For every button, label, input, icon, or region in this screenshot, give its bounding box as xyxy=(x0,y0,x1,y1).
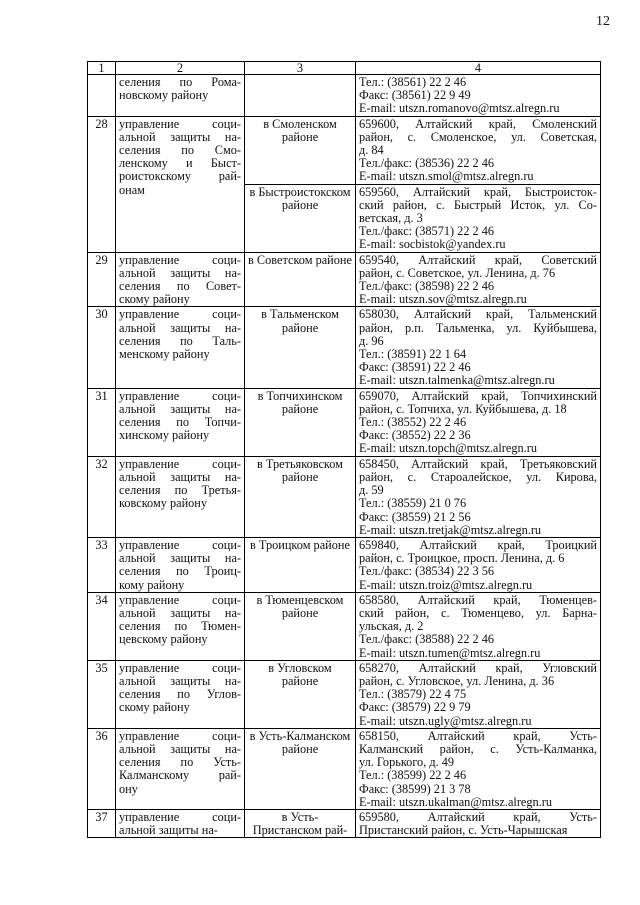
text-line: Факс: (38591) 22 2 46 xyxy=(359,361,471,375)
text-line: управление соци- xyxy=(119,537,241,552)
text-line: управление соци- xyxy=(119,592,241,607)
text-line: районе xyxy=(281,198,319,212)
text-line: альной защиты на- xyxy=(119,673,241,688)
text-line: район, с. Угловское, ул. Ленина, д. 36 xyxy=(359,674,555,688)
text-line: районе xyxy=(281,742,319,756)
text-line: E-mail: utszn.tretjak@mtsz.alregn.ru xyxy=(359,523,542,537)
row-number: 29 xyxy=(88,252,116,307)
text-line: Тел.: (38579) 22 4 75 xyxy=(359,688,467,702)
text-line: д. 84 xyxy=(359,144,384,158)
text-line: селения по Рома- xyxy=(119,75,241,89)
district-name xyxy=(245,116,356,184)
text-line: Тел./факс: (38534) 22 3 56 xyxy=(359,565,495,579)
text-line: селения по Тюмен- xyxy=(119,619,241,634)
text-line: Факс: (38599) 21 3 78 xyxy=(359,782,471,796)
text-line: д. 59 xyxy=(359,484,384,498)
text-line: район, с. Смоленское, ул. Советская, xyxy=(359,129,597,144)
text-line: 659580, Алтайский край, Усть- xyxy=(359,809,597,824)
text-line: управление соци- xyxy=(119,660,241,675)
organization-name xyxy=(116,252,245,307)
text-line: селения по Совет- xyxy=(119,279,241,294)
text-line: ульская, д. 2 xyxy=(359,620,424,634)
contact-address xyxy=(356,307,601,388)
text-line: Калманскому рай- xyxy=(119,768,241,783)
district-name xyxy=(245,184,356,252)
text-line: хинскому району xyxy=(119,429,210,443)
text-line: управление соци- xyxy=(119,388,241,403)
organization-name xyxy=(116,456,245,537)
table-header-row xyxy=(88,62,601,75)
row-number: 33 xyxy=(88,537,116,592)
text-line: ленскому и Быст- xyxy=(119,156,241,171)
text-line: 659840, Алтайский край, Троицкий xyxy=(359,537,597,552)
header-col-3: 3 xyxy=(245,62,356,75)
text-line: альной защиты на- xyxy=(119,741,241,756)
row-number: 37 xyxy=(88,809,116,837)
table-row xyxy=(88,116,601,184)
text-line: ский район, с. Быстрый Исток, ул. Со- xyxy=(359,197,597,212)
table-row xyxy=(88,537,601,592)
row-number: 28 xyxy=(88,116,116,252)
row-number xyxy=(88,75,116,117)
contact-address xyxy=(356,728,601,809)
text-line: скому району xyxy=(119,701,190,715)
table-row xyxy=(88,252,601,307)
text-line: в Угловском xyxy=(268,661,332,675)
district-name xyxy=(245,660,356,728)
district-name xyxy=(245,388,356,456)
table-row xyxy=(88,809,601,837)
row-number: 32 xyxy=(88,456,116,537)
text-line: Факс: (38552) 22 2 36 xyxy=(359,429,471,443)
text-line: альной защиты на- xyxy=(119,265,241,280)
text-line: в Тюменцевском xyxy=(256,593,344,607)
header-col-4: 4 xyxy=(356,62,601,75)
text-line: альной защиты на- xyxy=(119,129,241,144)
text-line: районе xyxy=(281,321,319,335)
text-line: район, с. Троицкое, просп. Ленина, д. 6 xyxy=(359,552,565,566)
district-name xyxy=(245,307,356,388)
header-col-2: 2 xyxy=(116,62,245,75)
text-line: Пристанский район, с. Усть-Чарышская xyxy=(359,824,568,838)
text-line: Тел./факс: (38598) 22 2 46 xyxy=(359,280,495,294)
text-line: районе xyxy=(281,402,319,416)
text-line: управление соци- xyxy=(119,728,241,743)
text-line: E-mail: utszn.sov@mtsz.alregn.ru xyxy=(359,293,527,307)
text-line: управление соци- xyxy=(119,307,241,322)
organization-name xyxy=(116,116,245,252)
social-protection-directory-table xyxy=(87,61,601,838)
text-line: альной защиты на- xyxy=(119,469,241,484)
row-number: 35 xyxy=(88,660,116,728)
contact-address xyxy=(356,660,601,728)
contact-address xyxy=(356,184,601,252)
contact-address xyxy=(356,388,601,456)
district-name xyxy=(245,75,356,117)
district-name xyxy=(245,809,356,837)
table-row xyxy=(88,75,601,117)
table-row xyxy=(88,388,601,456)
text-line: E-mail: utszn.topch@mtsz.alregn.ru xyxy=(359,442,537,456)
text-line: селения по Усть- xyxy=(119,755,241,770)
text-line: район, р.п. Тальменка, ул. Куйбышева, xyxy=(359,320,597,335)
contact-address xyxy=(356,592,601,660)
text-line: 658150, Алтайский край, Усть- xyxy=(359,728,597,743)
text-line: E-mail: utszn.talmenka@mtsz.alregn.ru xyxy=(359,374,555,388)
row-number: 34 xyxy=(88,592,116,660)
table-row xyxy=(88,456,601,537)
contact-address xyxy=(356,537,601,592)
contact-address xyxy=(356,75,601,117)
text-line: селения по Троиц- xyxy=(119,564,241,579)
text-line: Тел./факс: (38571) 22 2 46 xyxy=(359,225,495,239)
organization-name xyxy=(116,592,245,660)
text-line: Пристанском рай- xyxy=(252,824,348,838)
text-line: 658030, Алтайский край, Тальменский xyxy=(359,307,597,322)
text-line: селения по Таль- xyxy=(119,333,241,348)
text-line: в Смоленском xyxy=(263,117,337,131)
text-line: E-mail: utszn.romanovo@mtsz.alregn.ru xyxy=(359,102,560,116)
text-line: 658450, Алтайский край, Третьяковский xyxy=(359,456,597,471)
text-line: ковскому району xyxy=(119,497,208,511)
text-line: управление соци- xyxy=(119,809,241,824)
district-name xyxy=(245,456,356,537)
text-line: район, с. Топчиха, ул. Куйбышева, д. 18 xyxy=(359,402,567,416)
table-row xyxy=(88,660,601,728)
text-line: управление соци- xyxy=(119,456,241,471)
text-line: Тел./факс: (38588) 22 2 46 xyxy=(359,633,495,647)
text-line: E-mail: utszn.smol@mtsz.alregn.ru xyxy=(359,170,534,184)
text-line: альной защиты на- xyxy=(119,320,241,335)
text-line: управление соци- xyxy=(119,116,241,131)
page-number: 12 xyxy=(596,14,610,29)
text-line: районе xyxy=(281,674,319,688)
text-line: д. 96 xyxy=(359,334,384,348)
text-line: районе xyxy=(281,470,319,484)
text-line: Тел.: (38599) 22 2 46 xyxy=(359,769,467,783)
text-line: менскому району xyxy=(119,348,210,362)
text-line: в Троицком районе xyxy=(250,538,350,552)
text-line: селения по Топчи- xyxy=(119,415,241,430)
text-line: Факс: (38559) 21 2 56 xyxy=(359,510,471,524)
text-line: 659600, Алтайский край, Смоленский xyxy=(359,116,597,131)
text-line: онам xyxy=(119,183,145,197)
text-line: районе xyxy=(281,130,319,144)
text-line: Тел.: (38552) 22 2 46 xyxy=(359,416,467,430)
text-line: альной защиты на- xyxy=(119,824,218,838)
text-line: альной защиты на- xyxy=(119,551,241,566)
text-line: E-mail: utszn.troiz@mtsz.alregn.ru xyxy=(359,578,533,592)
text-line: роистокскому рай- xyxy=(119,169,241,184)
text-line: 659540, Алтайский край, Советский xyxy=(359,252,597,267)
text-line: ветская, д. 3 xyxy=(359,212,423,226)
text-line: E-mail: utszn.ugly@mtsz.alregn.ru xyxy=(359,714,532,728)
text-line: селения по Углов- xyxy=(119,687,241,702)
text-line: район, с. Староалейское, ул. Кирова, xyxy=(359,469,597,484)
text-line: Факс: (38579) 22 9 79 xyxy=(359,701,471,715)
district-name xyxy=(245,728,356,809)
contact-address xyxy=(356,252,601,307)
text-line: E-mail: utszn.tumen@mtsz.alregn.ru xyxy=(359,646,541,660)
district-name xyxy=(245,592,356,660)
organization-name xyxy=(116,809,245,837)
text-line: Тел.: (38591) 22 1 64 xyxy=(359,348,467,362)
text-line: в Усть-Калманском xyxy=(249,729,351,743)
contact-address xyxy=(356,116,601,184)
text-line: в Быстроистокском xyxy=(249,185,351,199)
text-line: 658270, Алтайский край, Угловский xyxy=(359,660,597,675)
text-line: альной защиты на- xyxy=(119,401,241,416)
text-line: E-mail: utszn.ukalman@mtsz.alregn.ru xyxy=(359,795,552,809)
text-line: в Тальменском xyxy=(261,308,339,322)
text-line: 659560, Алтайский край, Быстроисток- xyxy=(359,184,597,199)
text-line: в Усть- xyxy=(281,810,319,824)
text-line: в Третьяковском xyxy=(257,457,343,471)
text-line: Калманский район, с. Усть-Калманка, xyxy=(359,741,597,756)
text-line: ский район, с. Тюменцево, ул. Барна- xyxy=(359,605,597,620)
text-line: Тел.: (38559) 21 0 76 xyxy=(359,497,467,511)
text-line: ону xyxy=(119,782,138,796)
organization-name xyxy=(116,660,245,728)
organization-name xyxy=(116,307,245,388)
table-row xyxy=(88,307,601,388)
district-name xyxy=(245,537,356,592)
table-row xyxy=(88,728,601,809)
text-line: в Советском районе xyxy=(248,253,352,267)
text-line: управление соци- xyxy=(119,252,241,267)
text-line: ул. Горького, д. 49 xyxy=(359,756,455,770)
organization-name xyxy=(116,537,245,592)
text-line: E-mail: socbistok@yandex.ru xyxy=(359,238,506,252)
organization-name xyxy=(116,728,245,809)
contact-address xyxy=(356,456,601,537)
row-number: 30 xyxy=(88,307,116,388)
text-line: селения по Смо- xyxy=(119,143,241,158)
text-line: 658580, Алтайский край, Тюменцев- xyxy=(359,592,597,607)
table-row xyxy=(88,592,601,660)
text-line: районе xyxy=(281,606,319,620)
text-line: в Топчихинском xyxy=(257,389,343,403)
organization-name xyxy=(116,75,245,117)
text-line: альной защиты на- xyxy=(119,605,241,620)
text-line: Тел./факс: (38536) 22 2 46 xyxy=(359,157,495,171)
contact-address xyxy=(356,809,601,837)
text-line: кому району xyxy=(119,578,185,592)
text-line: район, с. Советское, ул. Ленина, д. 76 xyxy=(359,266,556,280)
district-name xyxy=(245,252,356,307)
text-line: селения по Третья- xyxy=(119,483,241,498)
row-number: 31 xyxy=(88,388,116,456)
header-col-1: 1 xyxy=(88,62,116,75)
text-line: Факс: (38561) 22 9 49 xyxy=(359,89,471,103)
organization-name xyxy=(116,388,245,456)
text-line: 659070, Алтайский край, Топчихинский xyxy=(359,388,597,403)
text-line: новскому району xyxy=(119,89,209,103)
text-line: цевскому району xyxy=(119,633,208,647)
text-line: скому району xyxy=(119,293,190,307)
row-number: 36 xyxy=(88,728,116,809)
text-line: Тел.: (38561) 22 2 46 xyxy=(359,76,467,89)
